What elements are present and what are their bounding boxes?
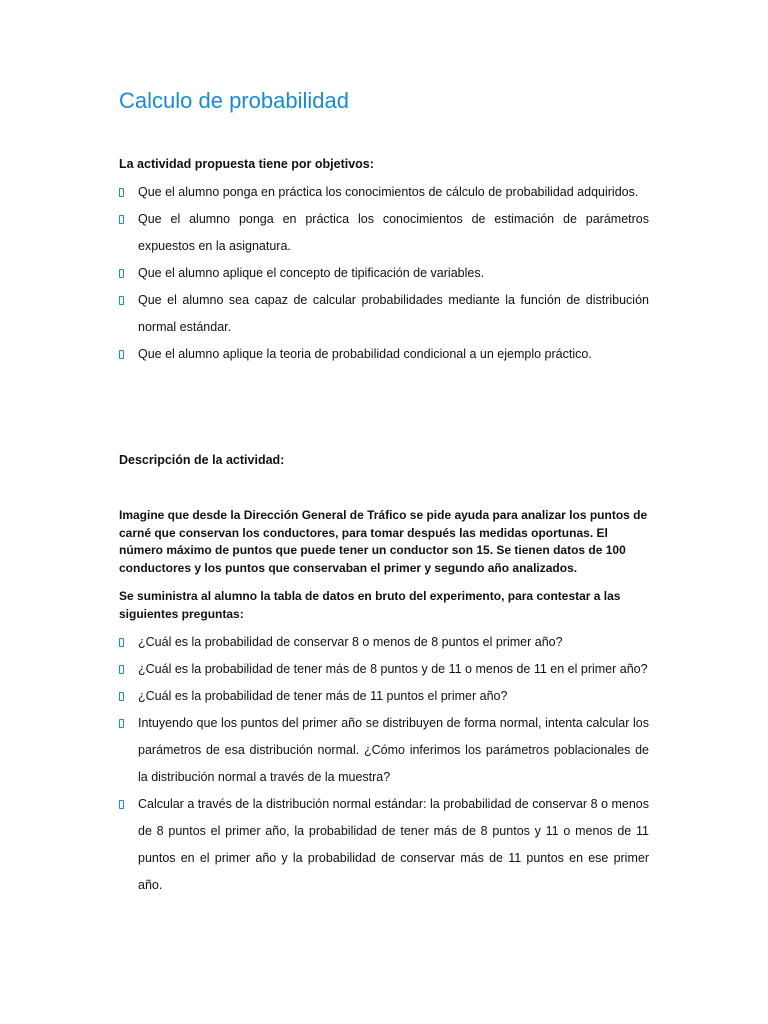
list-item	[119, 791, 649, 899]
list-item-text: Calcular a través de la distribución normal estándar: la probabilidad de conservar 8 o menos de 8 puntos el primer año, la probabilidad de tener más de 8 puntos y 11 o menos de 11 puntos en el primer año y la probabilidad de conservar más de 11 puntos en ese primer año.	[138, 797, 649, 892]
square-bullet-icon	[119, 638, 124, 647]
square-bullet-icon	[119, 215, 124, 224]
list-item	[119, 206, 649, 260]
list-item	[119, 341, 649, 368]
list-item-text: Que el alumno ponga en práctica los conocimientos de cálculo de probabilidad adquiridos.	[138, 185, 639, 199]
questions-list	[119, 629, 649, 899]
square-bullet-icon	[119, 296, 124, 305]
list-item	[119, 287, 649, 341]
list-item	[119, 710, 649, 791]
square-bullet-icon	[119, 692, 124, 701]
square-bullet-icon	[119, 800, 124, 809]
list-item	[119, 683, 649, 710]
description-heading: Descripción de la actividad:	[119, 453, 285, 467]
list-item	[119, 260, 649, 287]
list-item	[119, 629, 649, 656]
description-paragraph: Imagine que desde la Dirección General de Tráfico se pide ayuda para analizar los puntos de carné que conservan los conductores, para tomar después las medidas oportunas. El número máximo de puntos que puede tener un conductor son 15. Se tienen datos de 100 conductores y los puntos que conservaban el primer y segundo año analizados.	[119, 508, 648, 575]
square-bullet-icon	[119, 269, 124, 278]
square-bullet-icon	[119, 188, 124, 197]
list-item-text: Que el alumno aplique el concepto de tipificación de variables.	[138, 266, 485, 280]
instructions-paragraph: Se suministra al alumno la tabla de datos en bruto del experimento, para contestar a las siguientes preguntas:	[119, 589, 621, 621]
list-item-text: Intuyendo que los puntos del primer año se distribuyen de forma normal, intenta calcular los parámetros de esa distribución normal. ¿Cómo inferimos los parámetros poblacionales de la distribución normal a través de la muestra?	[138, 716, 649, 784]
list-item-text: Que el alumno aplique la teoria de probabilidad condicional a un ejemplo práctico.	[138, 347, 592, 361]
list-item-text: ¿Cuál es la probabilidad de tener más de 8 puntos y de 11 o menos de 11 en el primer año?	[138, 662, 648, 676]
page-title: Calculo de probabilidad	[119, 88, 349, 113]
list-item-text: ¿Cuál es la probabilidad de conservar 8 o menos de 8 puntos el primer año?	[138, 635, 563, 649]
list-item-text: Que el alumno sea capaz de calcular probabilidades mediante la función de distribución normal estándar.	[138, 293, 649, 334]
square-bullet-icon	[119, 719, 124, 728]
square-bullet-icon	[119, 350, 124, 359]
list-item-text: ¿Cuál es la probabilidad de tener más de 11 puntos el primer año?	[138, 689, 508, 703]
objectives-list	[119, 179, 649, 368]
list-item	[119, 656, 649, 683]
list-item	[119, 179, 649, 206]
square-bullet-icon	[119, 665, 124, 674]
objectives-heading: La actividad propuesta tiene por objetivos:	[119, 157, 374, 171]
list-item-text: Que el alumno ponga en práctica los conocimientos de estimación de parámetros expuestos en la asignatura.	[138, 212, 649, 253]
